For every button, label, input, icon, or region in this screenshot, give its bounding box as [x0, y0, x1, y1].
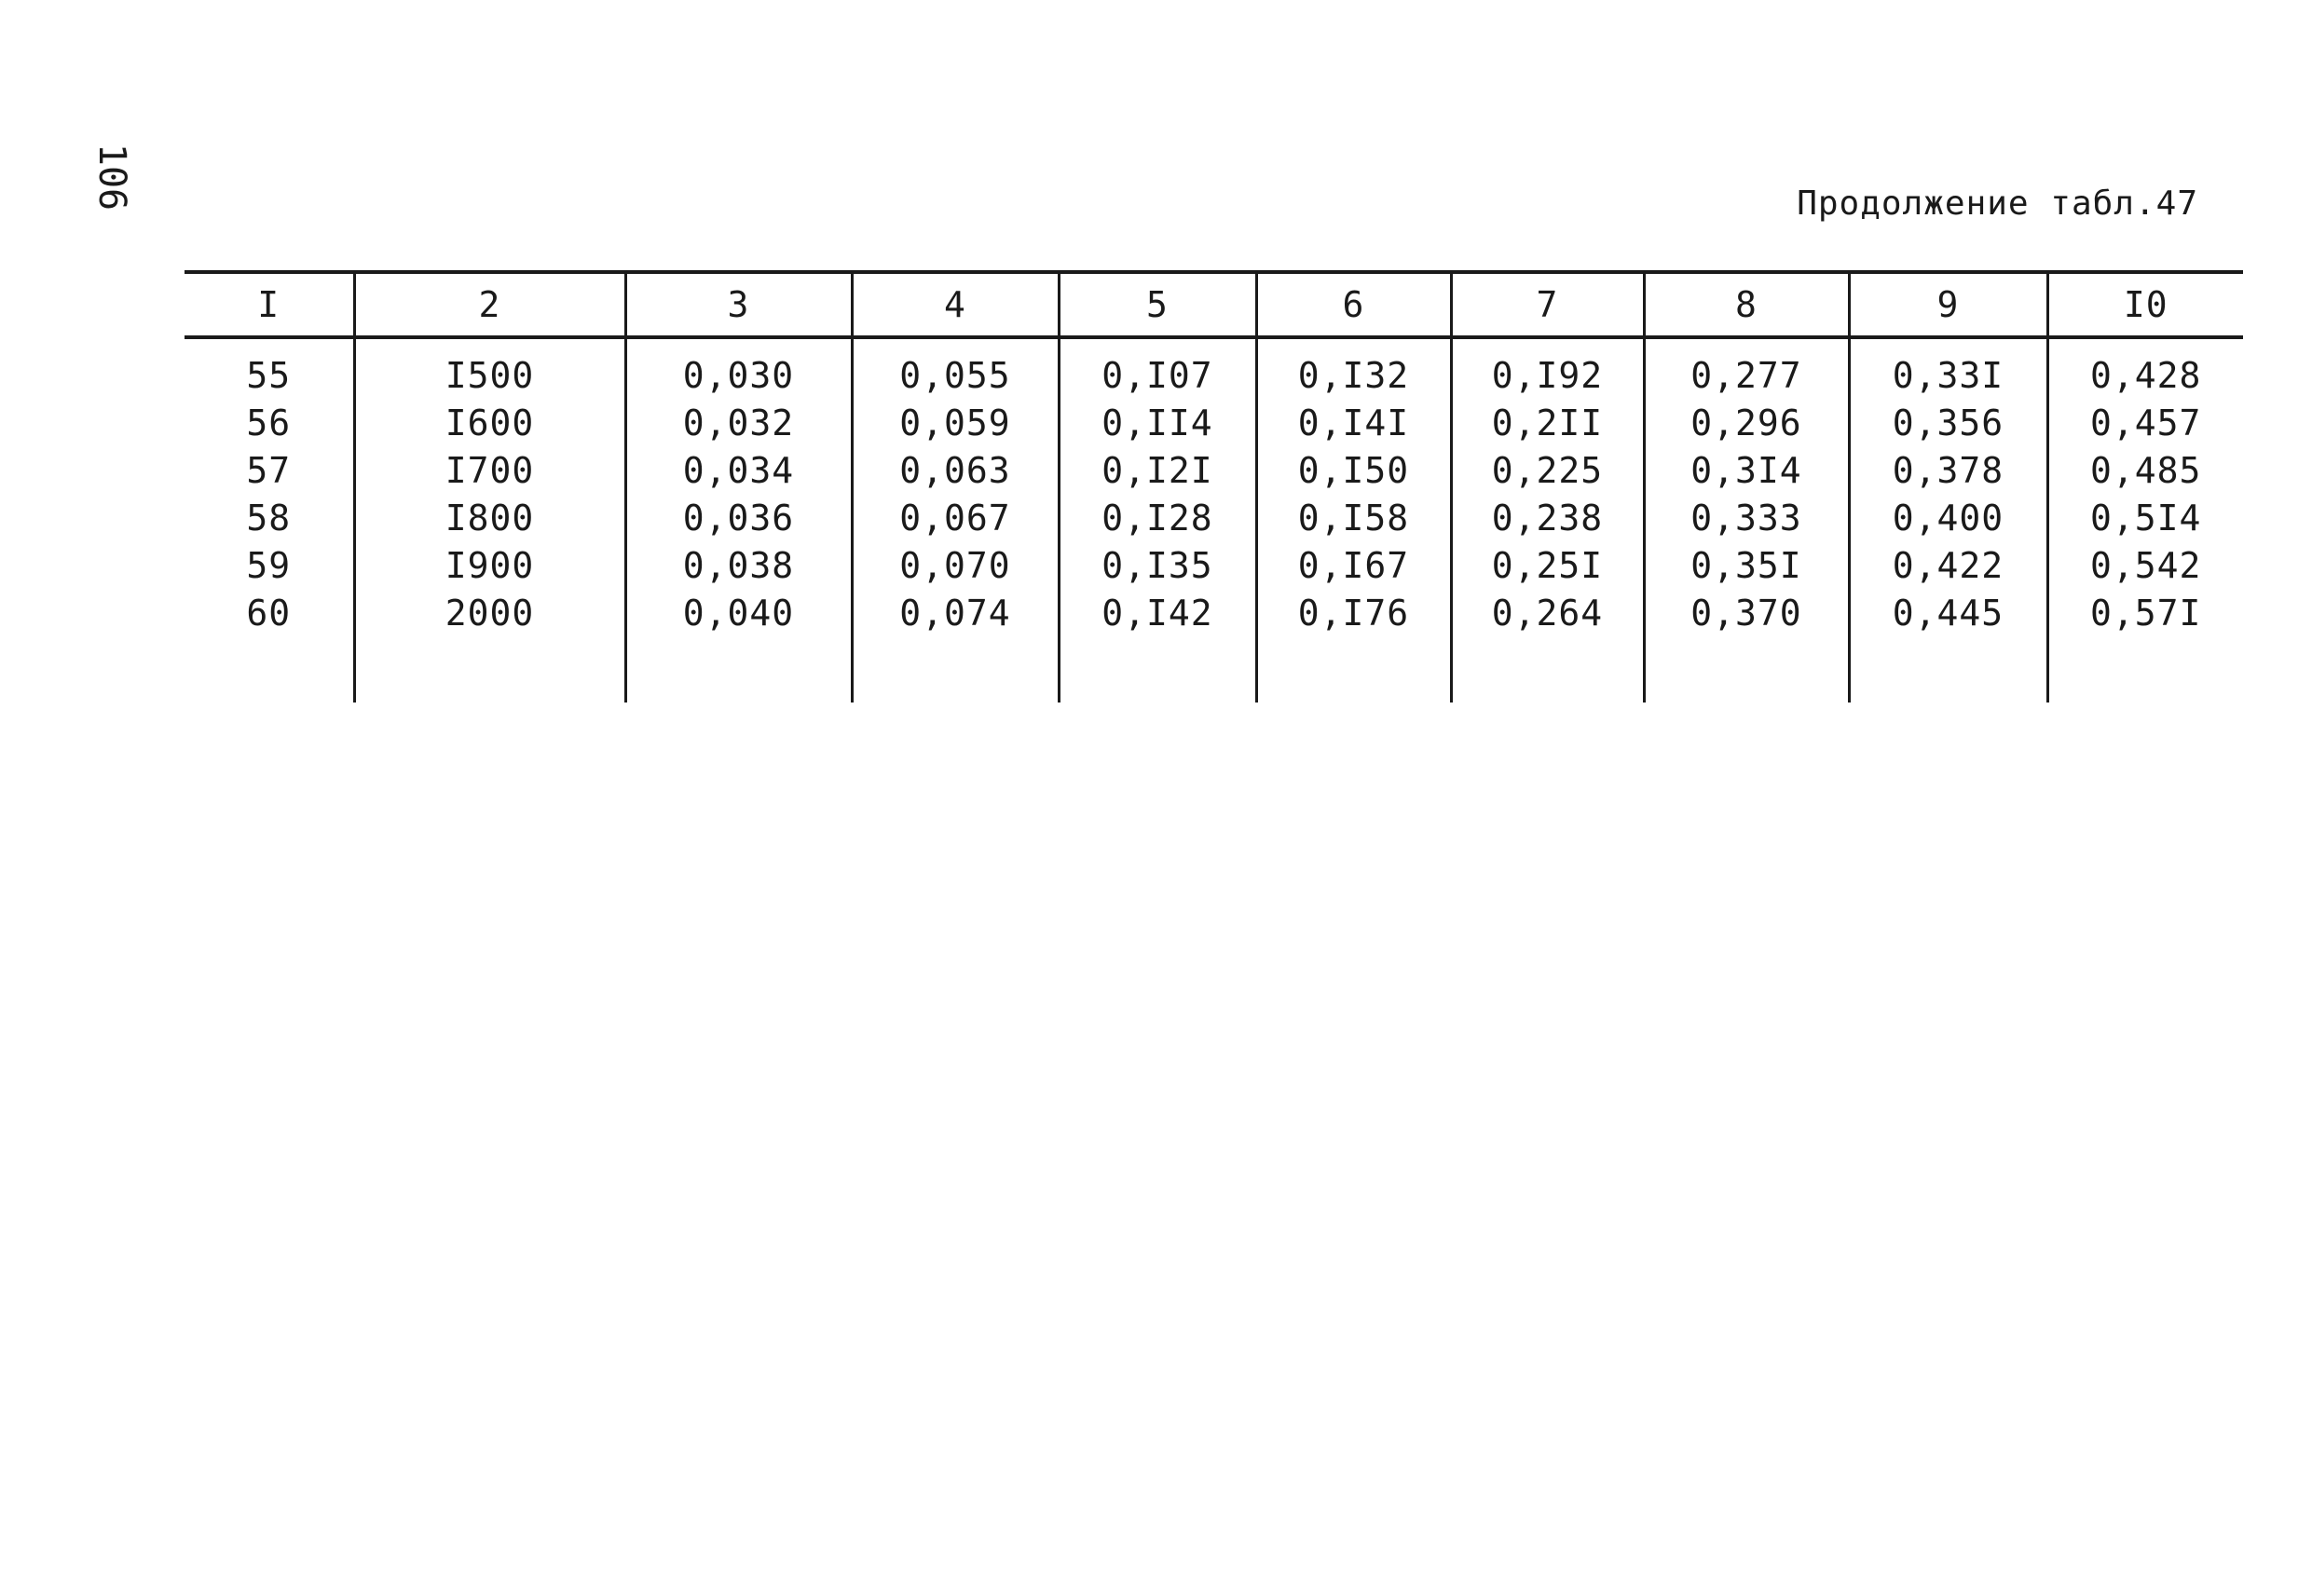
- table-cell: 0,055: [852, 337, 1059, 400]
- table-cell: 0,445: [1849, 590, 2047, 637]
- table-cell: 0,57I: [2047, 590, 2243, 637]
- table-cell: 0,070: [852, 542, 1059, 590]
- table-cell: 0,I42: [1059, 590, 1256, 637]
- table-cell: I500: [354, 337, 625, 400]
- empty-cell: [2047, 637, 2243, 703]
- table-cell: 0,038: [625, 542, 852, 590]
- column-header: 9: [1849, 272, 2047, 337]
- data-table-container: [185, 270, 2243, 703]
- table-cell: 0,II4: [1059, 400, 1256, 447]
- table-cell: 0,400: [1849, 495, 2047, 542]
- table-cell: 57: [246, 450, 292, 491]
- empty-cell: [354, 637, 625, 703]
- table-cell: 0,3I4: [1644, 447, 1849, 495]
- table-cell: 0,040: [625, 590, 852, 637]
- table-cell: 0,2II: [1451, 400, 1644, 447]
- table-cell: 0,485: [2047, 447, 2243, 495]
- table-row: [185, 542, 2243, 590]
- table-cell: 0,33I: [1849, 337, 2047, 400]
- table-cell: 0,333: [1644, 495, 1849, 542]
- table-cell: 0,I32: [1256, 337, 1451, 400]
- table-cell: 0,35I: [1644, 542, 1849, 590]
- column-header: I0: [2047, 272, 2243, 337]
- empty-cell: [1644, 637, 1849, 703]
- table-cell: 0,I58: [1256, 495, 1451, 542]
- table-cell: 0,I07: [1059, 337, 1256, 400]
- table-cell: I900: [354, 542, 625, 590]
- table-cell: I600: [354, 400, 625, 447]
- table-spacer-row: [185, 637, 2243, 703]
- table-cell: I800: [354, 495, 625, 542]
- table-cell: 0,356: [1849, 400, 2047, 447]
- column-header: 2: [354, 272, 625, 337]
- page-number: 106: [90, 143, 133, 211]
- table-caption: Продолжение табл.47: [1797, 184, 2198, 223]
- column-header: 6: [1256, 272, 1451, 337]
- table-cell: 2000: [354, 590, 625, 637]
- table-cell: 0,063: [852, 447, 1059, 495]
- table-cell: 55: [246, 355, 292, 396]
- table-cell: 0,25I: [1451, 542, 1644, 590]
- table-cell: 0,277: [1644, 337, 1849, 400]
- table-cell: 0,457: [2047, 400, 2243, 447]
- table-cell: 0,264: [1451, 590, 1644, 637]
- table-cell: 0,I67: [1256, 542, 1451, 590]
- table-cell: 0,428: [2047, 337, 2243, 400]
- table-cell: 58: [246, 498, 292, 539]
- empty-cell: [1849, 637, 2047, 703]
- table-row: [185, 495, 2243, 542]
- table-cell: 0,370: [1644, 590, 1849, 637]
- table-cell: 0,059: [852, 400, 1059, 447]
- table-cell: 0,5I4: [2047, 495, 2243, 542]
- column-header: I: [257, 284, 280, 325]
- empty-cell: [185, 637, 354, 703]
- table-cell: 0,422: [1849, 542, 2047, 590]
- table-cell: 0,378: [1849, 447, 2047, 495]
- empty-cell: [852, 637, 1059, 703]
- empty-cell: [1059, 637, 1256, 703]
- table-cell: 0,238: [1451, 495, 1644, 542]
- table-cell: 0,034: [625, 447, 852, 495]
- table-cell: 0,074: [852, 590, 1059, 637]
- table-row: [185, 447, 2243, 495]
- table-cell: 59: [246, 545, 292, 586]
- table-cell: 0,296: [1644, 400, 1849, 447]
- table-cell: 0,I76: [1256, 590, 1451, 637]
- table-cell: 56: [246, 402, 292, 443]
- table-cell: 0,I35: [1059, 542, 1256, 590]
- column-header: 7: [1451, 272, 1644, 337]
- empty-cell: [1451, 637, 1644, 703]
- table-cell: 0,032: [625, 400, 852, 447]
- table-cell: 0,I50: [1256, 447, 1451, 495]
- table-cell: I700: [354, 447, 625, 495]
- table-cell: 0,030: [625, 337, 852, 400]
- empty-cell: [1256, 637, 1451, 703]
- table-row: [185, 400, 2243, 447]
- table-cell: 0,I4I: [1256, 400, 1451, 447]
- column-header: 3: [625, 272, 852, 337]
- table-row: [185, 337, 2243, 400]
- header-row: [185, 272, 2243, 337]
- table-row: [185, 590, 2243, 637]
- table-cell: 0,I2I: [1059, 447, 1256, 495]
- data-table: [185, 270, 2243, 703]
- table-cell: 0,I28: [1059, 495, 1256, 542]
- table-cell: 0,036: [625, 495, 852, 542]
- table-cell: 60: [246, 593, 292, 634]
- table-cell: 0,I92: [1451, 337, 1644, 400]
- column-header: 4: [852, 272, 1059, 337]
- empty-cell: [625, 637, 852, 703]
- table-cell: 0,542: [2047, 542, 2243, 590]
- table-cell: 0,225: [1451, 447, 1644, 495]
- column-header: 8: [1644, 272, 1849, 337]
- table-cell: 0,067: [852, 495, 1059, 542]
- column-header: 5: [1059, 272, 1256, 337]
